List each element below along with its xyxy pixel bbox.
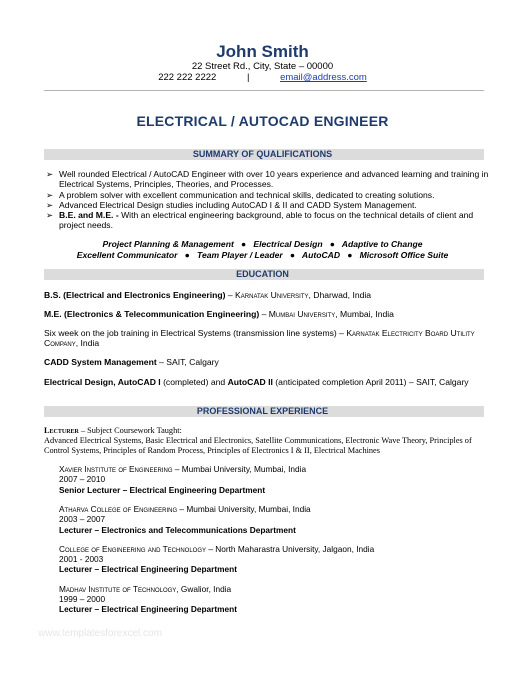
experience-heading: PROFESSIONAL EXPERIENCE: [196, 406, 329, 416]
position-institution: Atharva College of Engineering – Mumbai University, Mumbai, India: [59, 504, 311, 514]
summary-heading: SUMMARY OF QUALIFICATIONS: [192, 149, 333, 159]
phone-number: 222 222 2222: [158, 72, 217, 83]
email-link[interactable]: email@address.com: [280, 72, 367, 83]
position-dates: 1999 – 2000: [59, 594, 106, 604]
bullet-icon: ➢: [46, 200, 54, 210]
position-institution: Xavier Institute of Engineering – Mumbai University, Mumbai, India: [59, 464, 307, 474]
summary-item: B.E. and M.E. - With an electrical engineering background, able to focus on the technical details of client and project needs.: [59, 210, 474, 231]
cadd-entry: CADD System Management – SAIT, Calgary: [44, 357, 219, 367]
job-title: ELECTRICAL / AUTOCAD ENGINEER: [136, 113, 389, 129]
bullet-icon: ➢: [46, 169, 54, 179]
skills-row: Excellent Communicator ● Team Player / Leader ● AutoCAD ● Microsoft Office Suite: [76, 250, 449, 260]
summary-item: Well rounded Electrical / AutoCAD Engineer with over 10 years experience and advanced learning and training in Electrical Systems, Principles, Theories, and Processes.: [59, 169, 489, 190]
position-role: Lecturer – Electronics and Telecommunications Department: [59, 525, 296, 535]
education-entry: M.E. (Electronics & Telecommunication Engineering) – Mumbai University, Mumbai, India: [44, 309, 394, 319]
summary-item: A problem solver with excellent communication and technical skills, dedicated to creating solutions.: [59, 190, 435, 200]
education-heading: EDUCATION: [236, 269, 289, 279]
position-dates: 2003 – 2007: [59, 514, 106, 524]
watermark-text: www.templatesforexcel.com: [38, 628, 162, 639]
bullet-icon: ➢: [46, 210, 54, 220]
address-line: 22 Street Rd., City, State – 00000: [191, 61, 334, 72]
contact-separator: |: [246, 72, 250, 83]
position-role: Lecturer – Electrical Engineering Department: [59, 564, 237, 574]
position-institution: College of Engineering and Technology – North Maharastra University, Jalgaon, India: [59, 544, 375, 554]
position-role: Senior Lecturer – Electrical Engineering Department: [59, 485, 266, 495]
skills-row: Project Planning & Management ● Electrical Design ● Adaptive to Change: [102, 239, 423, 249]
summary-item: Advanced Electrical Design studies including AutoCAD I & II and CADD System Management.: [59, 200, 417, 210]
courses-taught: Advanced Electrical Systems, Basic Electrical and Electronics, Satellite Communications, Electronic Wave Theory, Principles of Control Systems, Principles of Random Process, Principles of Electronics I & II, Electrical Machines: [44, 436, 472, 455]
position-institution: Madhav Institute of Technology, Gwalior, India: [59, 584, 232, 594]
position-role: Lecturer – Electrical Engineering Department: [59, 604, 237, 614]
education-entry: B.S. (Electrical and Electronics Engineering) – Karnatak University, Dharwad, India: [44, 290, 372, 300]
position-dates: 2007 – 2010: [59, 474, 106, 484]
lecturer-line: Lecturer – Subject Coursework Taught:: [44, 426, 182, 435]
position-dates: 2001 - 2003: [59, 554, 104, 564]
header-divider: [44, 90, 484, 91]
contact-line: [0, 72, 525, 83]
training-entry: Six week on the job training in Electrical Systems (transmission line systems) – Karnatak Electricity Board Utility Company, India: [44, 328, 475, 349]
bullet-icon: ➢: [46, 190, 54, 200]
design-entry: Electrical Design, AutoCAD I (completed) and AutoCAD II (anticipated completion April 2011) – SAIT, Calgary: [44, 377, 469, 387]
candidate-name: John Smith: [216, 42, 309, 61]
